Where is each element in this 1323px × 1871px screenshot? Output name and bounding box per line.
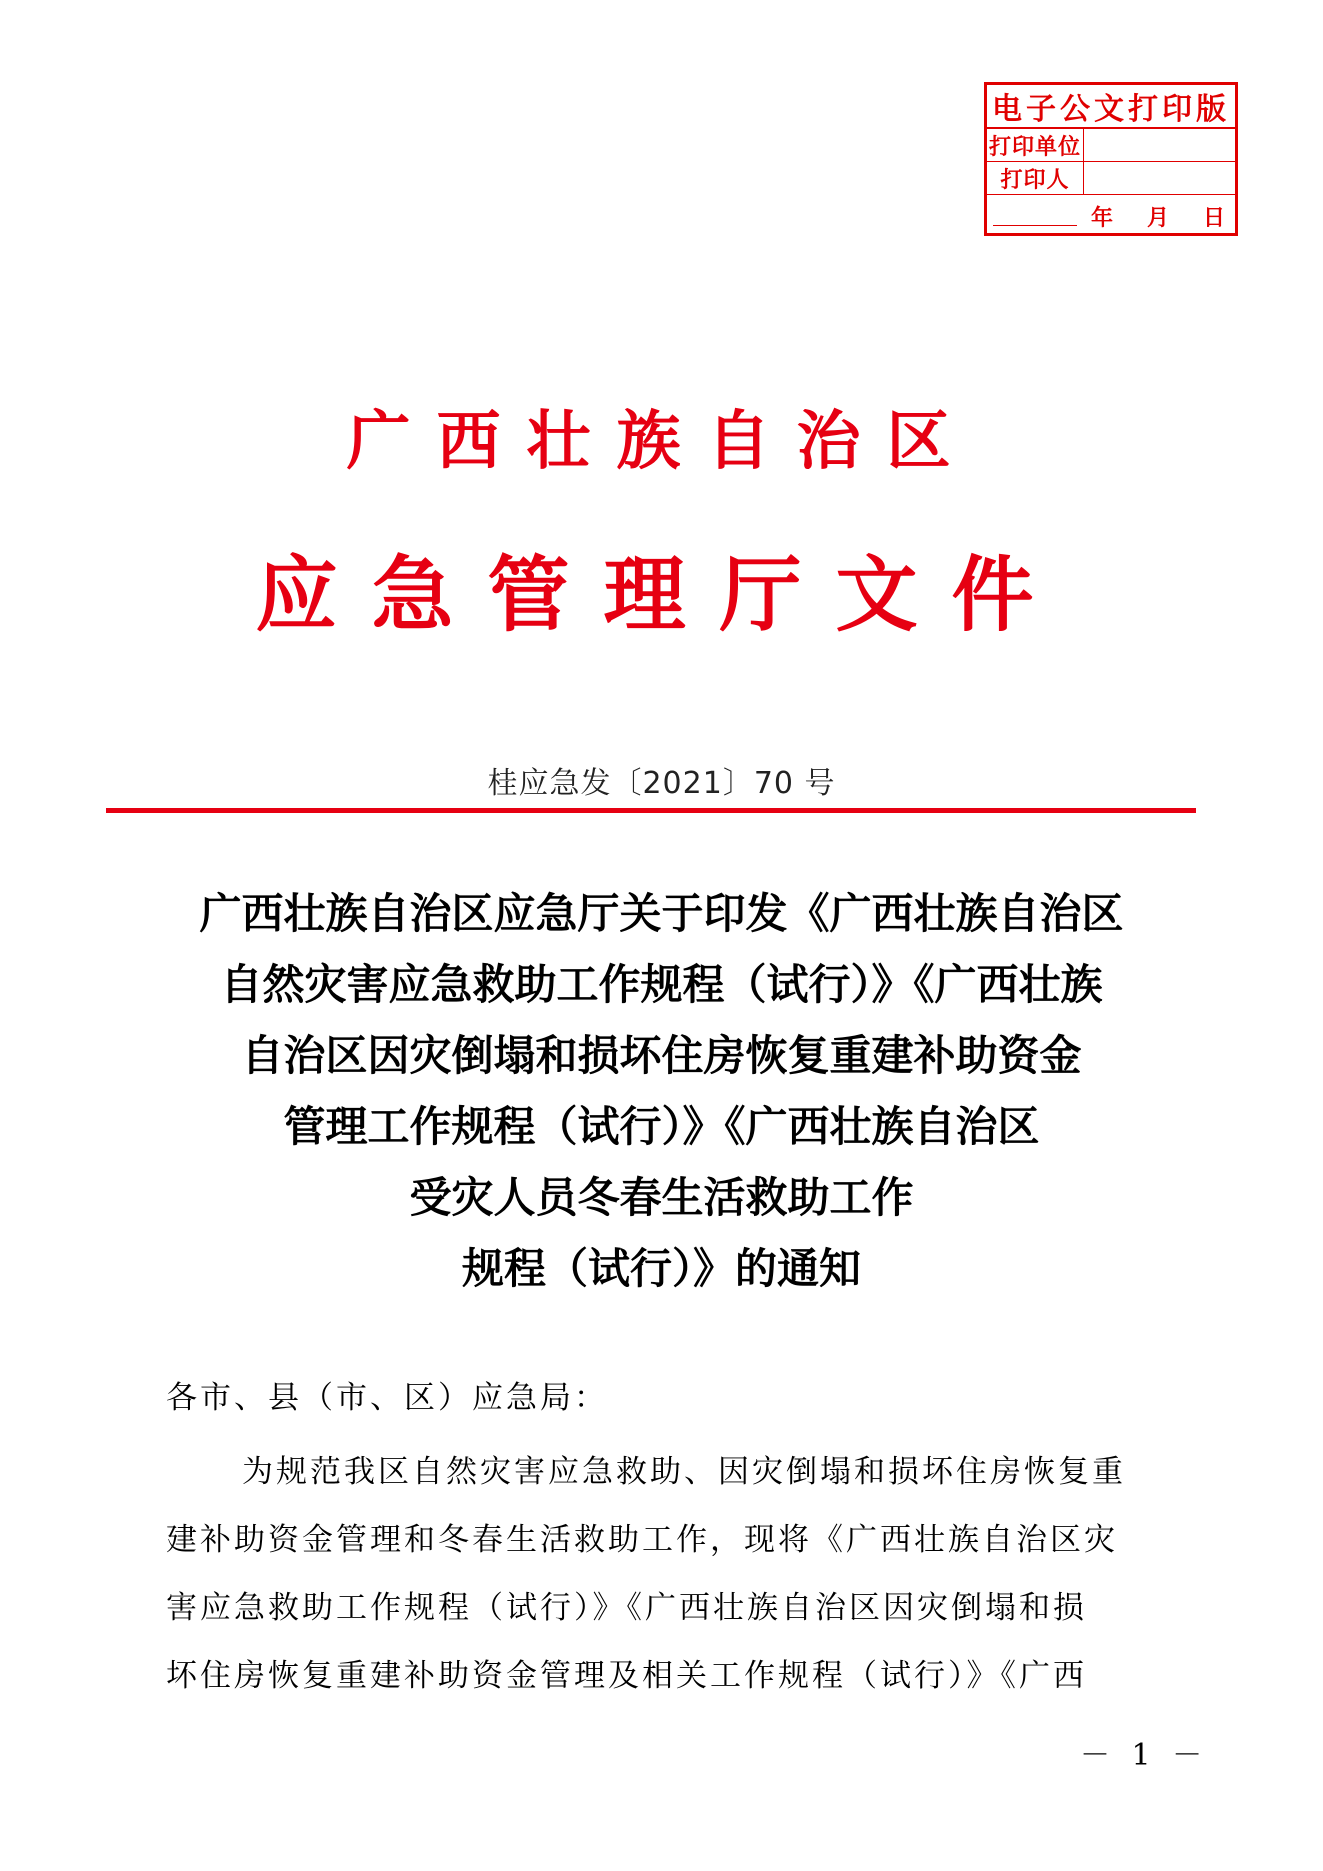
stamp-person-row (987, 162, 1235, 195)
stamp-unit-value (1084, 129, 1235, 161)
stamp-unit-label: 打印单位 (987, 129, 1084, 161)
issuer-region-title: 广西壮族自治区 (346, 404, 977, 479)
stamp-day: 日 (1202, 204, 1225, 231)
subject-line: 广西壮族自治区应急厅关于印发《广西壮族自治区 (199, 889, 1124, 938)
issuer-document-title: 应急管理厅文件 (255, 547, 1068, 643)
stamp-month: 月 (1146, 204, 1169, 231)
stamp-title: 电子公文打印版 (987, 85, 1235, 129)
body-line: 坏住房恢复重建补助资金管理及相关工作规程（试行）》《广西 (166, 1658, 1087, 1694)
body-text (166, 1438, 1164, 1710)
print-stamp (984, 82, 1238, 236)
stamp-year: 年 (1090, 204, 1113, 231)
salutation: 各市、县（市、区）应急局： (166, 1380, 608, 1416)
body-line: 建补助资金管理和冬春生活救助工作，现将《广西壮族自治区灾 (166, 1522, 1118, 1558)
stamp-unit-row (987, 129, 1235, 162)
subject-line: 受灾人员冬春生活救助工作 (409, 1173, 914, 1222)
subject-line: 管理工作规程（试行）》《广西壮族自治区 (283, 1102, 1040, 1151)
body-line: 害应急救助工作规程（试行）》《广西壮族自治区因灾倒塌和损 (166, 1590, 1087, 1626)
subject-line: 规程（试行）》的通知 (461, 1244, 861, 1293)
stamp-person-value (1084, 162, 1235, 194)
subject-line: 自然灾害应急救助工作规程（试行）》《广西壮族 (220, 960, 1103, 1009)
stamp-date-row (987, 195, 1235, 237)
red-divider-line (106, 808, 1196, 813)
document-subject (100, 878, 1223, 1304)
stamp-date-blank (993, 207, 1077, 226)
body-line: 为规范我区自然灾害应急救助、因灾倒塌和损坏住房恢复重 (242, 1454, 1126, 1490)
document-number: 桂应急发〔2021〕70 号 (487, 766, 836, 801)
subject-line: 自治区因灾倒塌和损坏住房恢复重建补助资金 (241, 1031, 1082, 1080)
stamp-person-label: 打印人 (987, 162, 1084, 194)
page-number: － 1 － (1080, 1738, 1209, 1773)
